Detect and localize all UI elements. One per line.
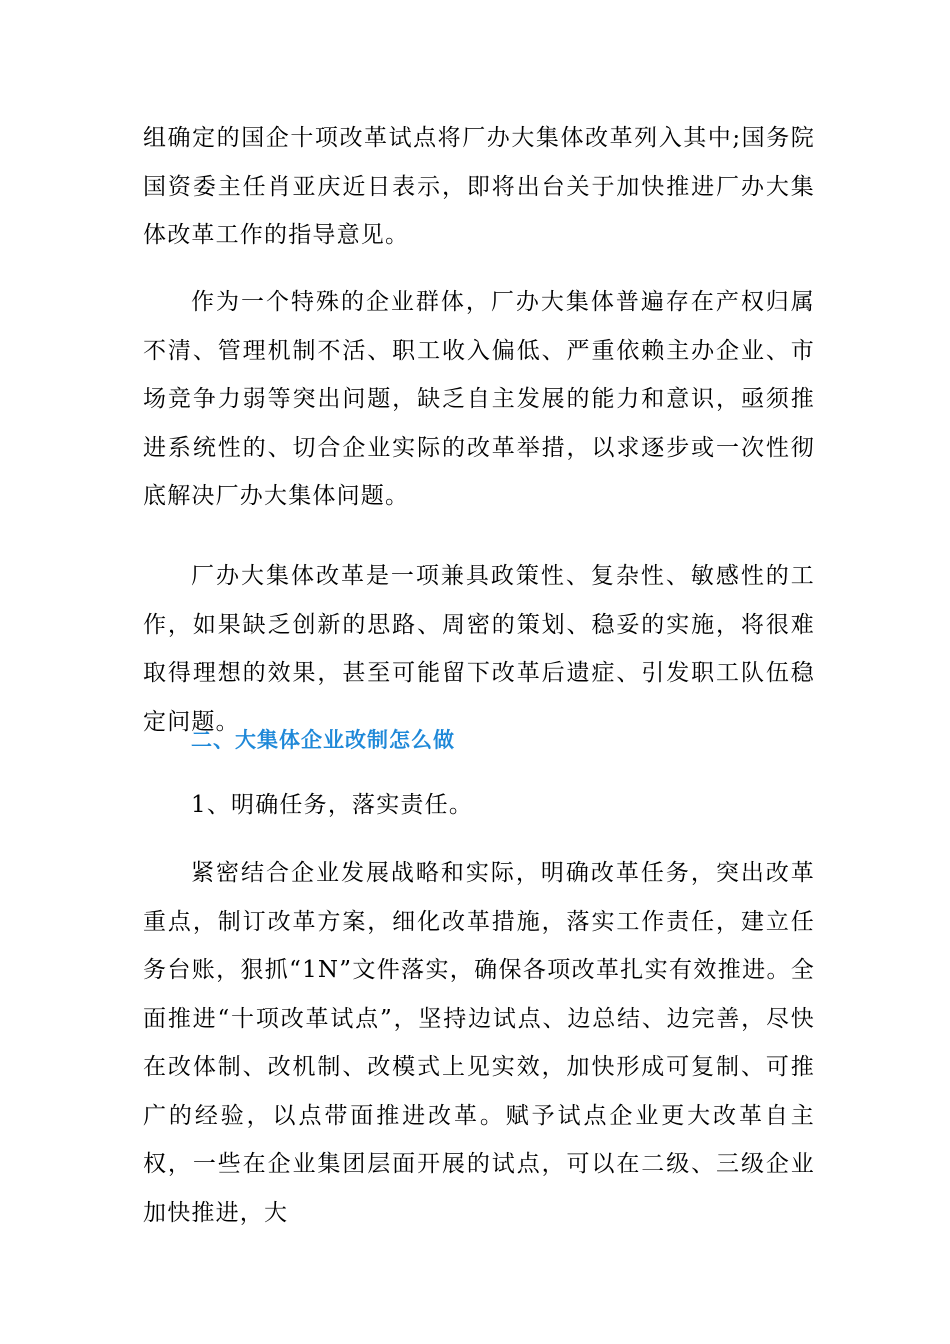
section-heading: 二、大集体企业改制怎么做 [191,728,455,752]
list-item-1: 1、明确任务，落实责任。 [191,792,474,818]
paragraph-tasks: 紧密结合企业发展战略和实际，明确改革任务，突出改革重点，制订改革方案，细化改革措施，落实工作责任，建立任务台账，狠抓“1N”文件落实，确保各项改革扎实有效推进。全面推进“十项改革试点”，坚持边试点、边总结、边完善，尽快在改体制、改机制、改模式上见实效，加快形成可复制、可推广的经验，以点带面推进改革。赋予试点企业更大改革自主权，一些在企业集团层面开展的试点，可以在二级、三级企业加快推进，大 [143,860,815,1226]
paragraph-problems: 作为一个特殊的企业群体，厂办大集体普遍存在产权归属不清、管理机制不活、职工收入偏低、严重依赖主办企业、市场竞争力弱等突出问题，缺乏自主发展的能力和意识，亟须推进系统性的、切合企业实际的改革举措，以求逐步或一次性彻底解决厂办大集体问题。 [143,289,815,509]
paragraph-reform-nature: 厂办大集体改革是一项兼具政策性、复杂性、敏感性的工作，如果缺乏创新的思路、周密的策划、稳妥的实施，将很难取得理想的效果，甚至可能留下改革后遗症、引发职工队伍稳定问题。 [143,563,815,735]
paragraph-intro-continuation: 组确定的国企十项改革试点将厂办大集体改革列入其中;国务院国资委主任肖亚庆近日表示，即将出台关于加快推进厂办大集体改革工作的指导意见。 [143,125,815,248]
